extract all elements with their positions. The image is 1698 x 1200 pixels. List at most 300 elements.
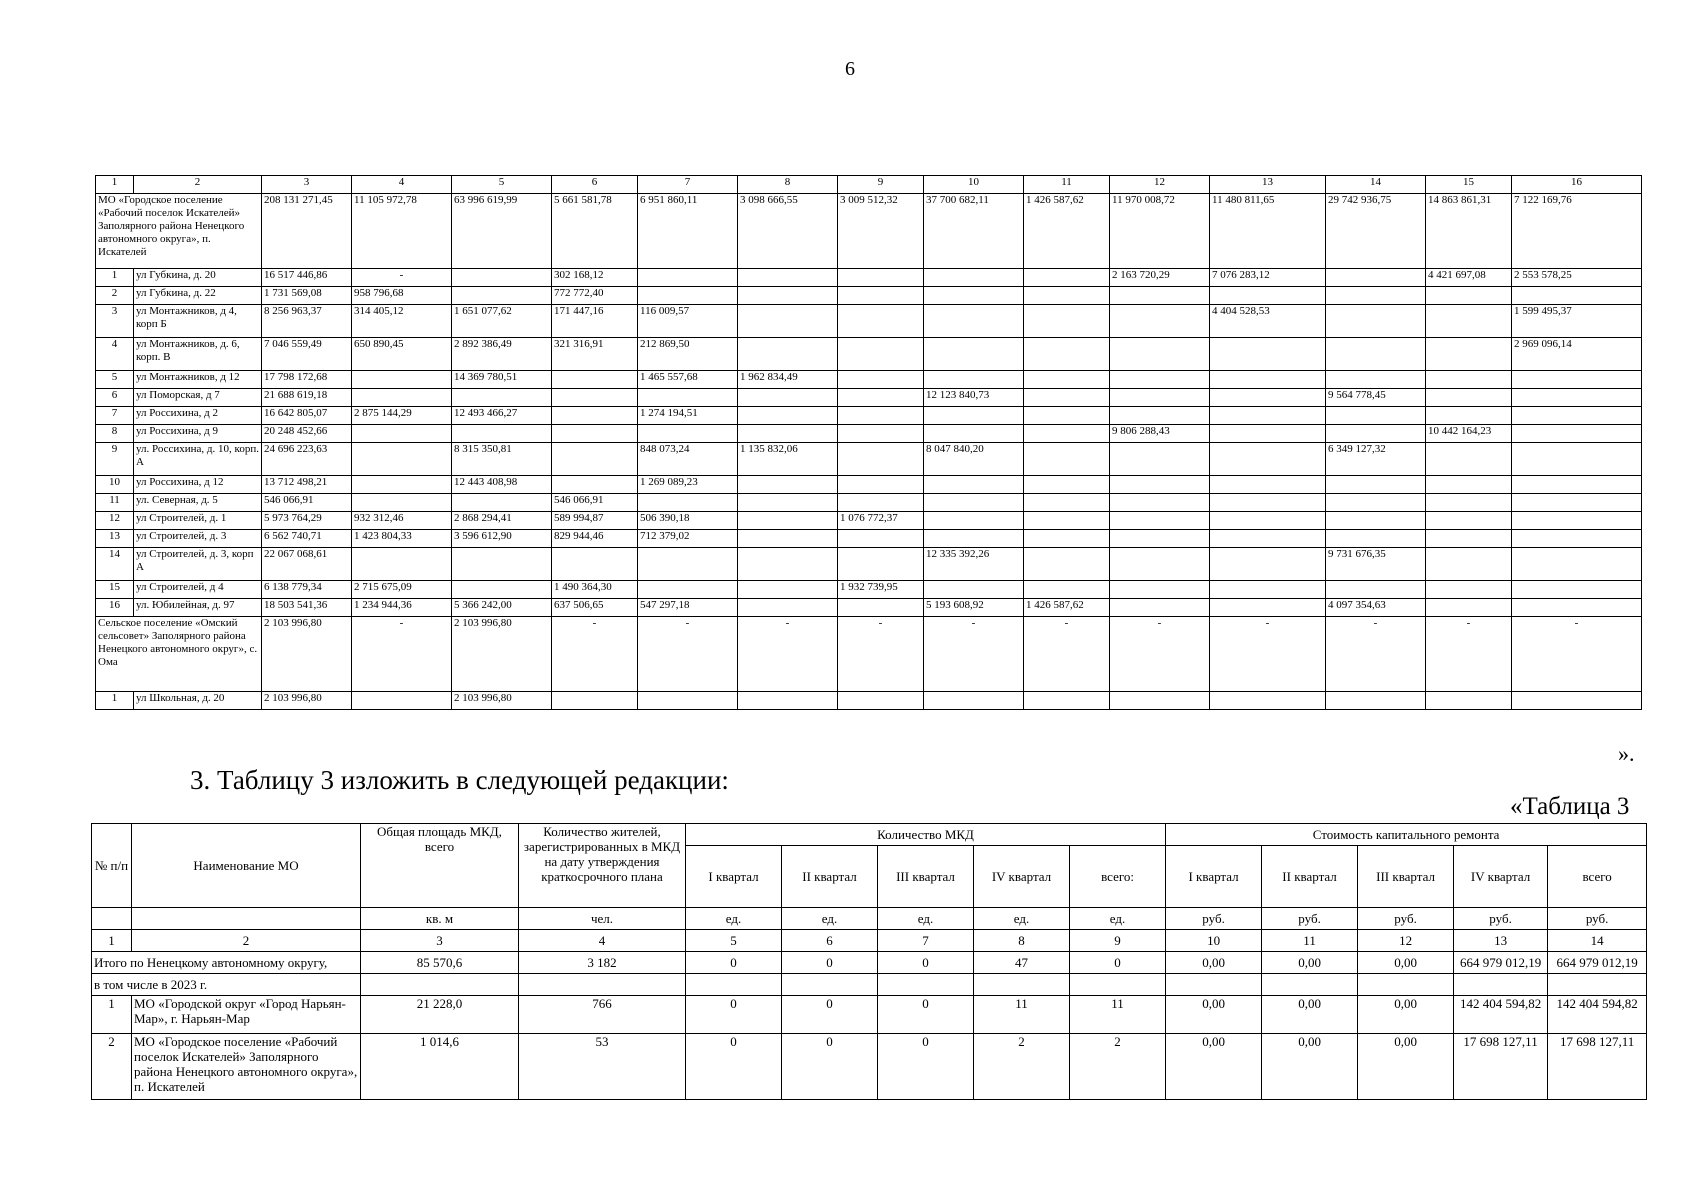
- total-value: 0,00: [1166, 952, 1262, 974]
- unit-ed: ед.: [782, 908, 878, 930]
- row-value: 2: [974, 1034, 1070, 1100]
- row-value: 5 193 608,92: [924, 599, 1024, 617]
- row-value: 9 806 288,43: [1110, 425, 1210, 443]
- row-value: [638, 389, 738, 407]
- row-value: [1512, 512, 1642, 530]
- row-value: 2 892 386,49: [452, 338, 552, 371]
- row-value: 4 097 354,63: [1326, 599, 1426, 617]
- column-number: 7: [878, 930, 974, 952]
- row-value: 1 234 944,36: [352, 599, 452, 617]
- row-value: [1426, 338, 1512, 371]
- row-value: [924, 287, 1024, 305]
- row-value: [838, 548, 924, 581]
- row-address: ул Россихина, д 2: [134, 407, 262, 425]
- row-value: [1024, 692, 1110, 710]
- group-value: -: [638, 617, 738, 692]
- row-value: [1426, 389, 1512, 407]
- row-address: ул. Россихина, д. 10, корп. А: [134, 443, 262, 476]
- year-label: в том числе в 2023 г.: [92, 974, 361, 996]
- row-value: [838, 407, 924, 425]
- row-value: 4 421 697,08: [1426, 269, 1512, 287]
- column-number: 5: [452, 176, 552, 194]
- row-value: [352, 476, 452, 494]
- row-value: 1 135 832,06: [738, 443, 838, 476]
- row-address: ул. Северная, д. 5: [134, 494, 262, 512]
- row-value: [924, 530, 1024, 548]
- row-value: 0,00: [1358, 1034, 1454, 1100]
- row-number: 7: [96, 407, 134, 425]
- row-value: [352, 443, 452, 476]
- table-row: [92, 1034, 1647, 1100]
- group-value: 208 131 271,45: [262, 194, 352, 269]
- row-value: [1210, 287, 1326, 305]
- row-value: 0,00: [1262, 1034, 1358, 1100]
- group-value: 14 863 861,31: [1426, 194, 1512, 269]
- row-value: 18 503 541,36: [262, 599, 352, 617]
- row-value: 7 076 283,12: [1210, 269, 1326, 287]
- group-value: 2 103 996,80: [452, 617, 552, 692]
- row-name: МО «Городской округ «Город Нарьян-Мар», г. Нарьян-Мар: [132, 996, 361, 1034]
- row-value: [1210, 599, 1326, 617]
- row-value: 1 014,6: [361, 1034, 519, 1100]
- column-number: 9: [838, 176, 924, 194]
- row-value: [1512, 287, 1642, 305]
- row-value: [1512, 599, 1642, 617]
- row-value: [1024, 581, 1110, 599]
- row-value: [1326, 305, 1426, 338]
- row-value: [638, 581, 738, 599]
- row-value: [1512, 443, 1642, 476]
- row-value: [838, 425, 924, 443]
- header-num: № п/п: [92, 824, 132, 908]
- row-value: [924, 494, 1024, 512]
- row-number: 11: [96, 494, 134, 512]
- row-value: [924, 581, 1024, 599]
- row-value: [352, 425, 452, 443]
- row-value: [452, 581, 552, 599]
- row-value: 9 731 676,35: [1326, 548, 1426, 581]
- row-value: [1326, 371, 1426, 389]
- group-value: 6 951 860,11: [638, 194, 738, 269]
- table-row: [96, 692, 1642, 710]
- table-row: [92, 996, 1647, 1034]
- row-value: 547 297,18: [638, 599, 738, 617]
- column-number: 8: [974, 930, 1070, 952]
- row-value: 21 228,0: [361, 996, 519, 1034]
- table-3: [91, 823, 1647, 1100]
- row-address: ул Строителей, д. 1: [134, 512, 262, 530]
- row-value: 829 944,46: [552, 530, 638, 548]
- row-value: [1512, 548, 1642, 581]
- row-value: [1326, 530, 1426, 548]
- row-value: 212 869,50: [638, 338, 738, 371]
- row-value: 5 366 242,00: [452, 599, 552, 617]
- header-q2: II квартал: [1262, 846, 1358, 908]
- row-value: [1512, 581, 1642, 599]
- total-value: 0,00: [1358, 952, 1454, 974]
- total-value: 3 182: [519, 952, 686, 974]
- group-value: 5 661 581,78: [552, 194, 638, 269]
- empty-cell: [1070, 974, 1166, 996]
- group-value: 3 009 512,32: [838, 194, 924, 269]
- row-value: 958 796,68: [352, 287, 452, 305]
- row-value: [638, 494, 738, 512]
- column-number: 3: [361, 930, 519, 952]
- group-value: 11 480 811,65: [1210, 194, 1326, 269]
- row-value: [1326, 494, 1426, 512]
- empty-cell: [1166, 974, 1262, 996]
- row-number: 2: [92, 1034, 132, 1100]
- row-value: [1426, 581, 1512, 599]
- row-value: [1110, 512, 1210, 530]
- row-value: [838, 476, 924, 494]
- group-value: -: [1426, 617, 1512, 692]
- row-value: [1024, 407, 1110, 425]
- row-number: 14: [96, 548, 134, 581]
- row-value: 4 404 528,53: [1210, 305, 1326, 338]
- row-value: [1024, 269, 1110, 287]
- row-value: 12 493 466,27: [452, 407, 552, 425]
- empty-cell: [878, 974, 974, 996]
- row-value: [838, 389, 924, 407]
- row-value: [1326, 692, 1426, 710]
- column-number: 7: [638, 176, 738, 194]
- row-number: 3: [96, 305, 134, 338]
- row-address: ул Россихина, д 12: [134, 476, 262, 494]
- row-number: 6: [96, 389, 134, 407]
- group-value: 7 122 169,76: [1512, 194, 1642, 269]
- row-number: 16: [96, 599, 134, 617]
- header-repair-cost: Стоимость капитального ремонта: [1166, 824, 1647, 846]
- row-value: [838, 494, 924, 512]
- row-value: 8 256 963,37: [262, 305, 352, 338]
- group-value: 37 700 682,11: [924, 194, 1024, 269]
- row-value: [1426, 407, 1512, 425]
- group-value: 29 742 936,75: [1326, 194, 1426, 269]
- row-number: 1: [96, 692, 134, 710]
- table-row: [96, 338, 1642, 371]
- column-number: 13: [1454, 930, 1548, 952]
- row-value: 5 973 764,29: [262, 512, 352, 530]
- row-value: 3 596 612,90: [452, 530, 552, 548]
- row-value: [1210, 371, 1326, 389]
- row-value: 10 442 164,23: [1426, 425, 1512, 443]
- row-value: [1426, 692, 1512, 710]
- row-value: [1210, 548, 1326, 581]
- group-value: 63 996 619,99: [452, 194, 552, 269]
- group-value: -: [1110, 617, 1210, 692]
- row-number: 12: [96, 512, 134, 530]
- row-value: [1024, 338, 1110, 371]
- table-row: [96, 443, 1642, 476]
- column-number: 2: [132, 930, 361, 952]
- closing-quote: ».: [1618, 741, 1635, 766]
- group-value: -: [924, 617, 1024, 692]
- header-q1: I квартал: [686, 846, 782, 908]
- row-value: [1110, 692, 1210, 710]
- row-value: [452, 425, 552, 443]
- row-value: [738, 269, 838, 287]
- row-value: [924, 305, 1024, 338]
- unit-rub: руб.: [1262, 908, 1358, 930]
- row-value: 2: [1070, 1034, 1166, 1100]
- row-value: [1512, 425, 1642, 443]
- row-value: 13 712 498,21: [262, 476, 352, 494]
- row-value: [1326, 338, 1426, 371]
- row-value: 12 335 392,26: [924, 548, 1024, 581]
- column-number: 4: [519, 930, 686, 952]
- row-value: [1210, 692, 1326, 710]
- row-value: [552, 407, 638, 425]
- column-number-row: [96, 176, 1642, 194]
- row-value: [1024, 287, 1110, 305]
- row-value: 9 564 778,45: [1326, 389, 1426, 407]
- row-value: 0,00: [1166, 1034, 1262, 1100]
- row-value: 17 698 127,11: [1454, 1034, 1548, 1100]
- row-address: ул Поморская, д 7: [134, 389, 262, 407]
- row-name: МО «Городское поселение «Рабочий поселок Искателей» Заполярного района Ненецкого автономного округа», п. Искателей: [132, 1034, 361, 1100]
- group-value: -: [1210, 617, 1326, 692]
- header-total-mkd: всего:: [1070, 846, 1166, 908]
- row-value: [352, 692, 452, 710]
- row-value: 53: [519, 1034, 686, 1100]
- row-value: [1512, 407, 1642, 425]
- row-value: [924, 692, 1024, 710]
- row-value: [738, 581, 838, 599]
- row-value: [1326, 287, 1426, 305]
- row-value: 2 875 144,29: [352, 407, 452, 425]
- row-value: [924, 338, 1024, 371]
- empty-cell: [1358, 974, 1454, 996]
- column-number: 15: [1426, 176, 1512, 194]
- row-value: 22 067 068,61: [262, 548, 352, 581]
- empty-cell: [686, 974, 782, 996]
- table-row: [96, 476, 1642, 494]
- row-value: 0: [782, 1034, 878, 1100]
- row-number: 5: [96, 371, 134, 389]
- column-number: 12: [1110, 176, 1210, 194]
- row-value: [352, 371, 452, 389]
- row-number: 15: [96, 581, 134, 599]
- table-row: [96, 269, 1642, 287]
- row-value: [452, 548, 552, 581]
- row-value: [838, 443, 924, 476]
- column-number: 9: [1070, 930, 1166, 952]
- row-value: 17 698 127,11: [1548, 1034, 1647, 1100]
- row-value: [1110, 548, 1210, 581]
- group-row: [96, 617, 1642, 692]
- group-value: -: [552, 617, 638, 692]
- row-value: 712 379,02: [638, 530, 738, 548]
- row-value: 506 390,18: [638, 512, 738, 530]
- row-value: [838, 305, 924, 338]
- row-value: [552, 548, 638, 581]
- header-q4: IV квартал: [1454, 846, 1548, 908]
- row-value: [838, 599, 924, 617]
- row-address: ул. Юбилейная, д. 97: [134, 599, 262, 617]
- row-value: 0: [686, 996, 782, 1034]
- row-value: 766: [519, 996, 686, 1034]
- column-number: 14: [1548, 930, 1647, 952]
- row-value: [1326, 512, 1426, 530]
- row-value: 0,00: [1262, 996, 1358, 1034]
- continued-table: [95, 175, 1642, 710]
- row-value: 1 426 587,62: [1024, 599, 1110, 617]
- row-value: [838, 530, 924, 548]
- row-value: 116 009,57: [638, 305, 738, 338]
- row-value: [1110, 338, 1210, 371]
- total-value: 85 570,6: [361, 952, 519, 974]
- row-address: ул Школьная, д. 20: [134, 692, 262, 710]
- row-value: 0: [782, 996, 878, 1034]
- group-name: МО «Городское поселение «Рабочий поселок Искателей» Заполярного района Ненецкого автономного округа», п. Искателей: [96, 194, 262, 269]
- row-value: [1210, 338, 1326, 371]
- row-address: ул Строителей, д. 3: [134, 530, 262, 548]
- row-value: [1024, 548, 1110, 581]
- row-value: 16 517 446,86: [262, 269, 352, 287]
- row-value: [638, 692, 738, 710]
- row-value: [738, 494, 838, 512]
- row-value: 142 404 594,82: [1454, 996, 1548, 1034]
- row-value: [1512, 692, 1642, 710]
- column-number: 1: [92, 930, 132, 952]
- table-row: [96, 305, 1642, 338]
- row-value: 546 066,91: [552, 494, 638, 512]
- column-number: 1: [96, 176, 134, 194]
- row-value: [1426, 305, 1512, 338]
- row-value: 1 423 804,33: [352, 530, 452, 548]
- row-address: ул Губкина, д. 20: [134, 269, 262, 287]
- total-label: Итого по Ненецкому автономному округу,: [92, 952, 361, 974]
- header-name: Наименование МО: [132, 824, 361, 908]
- row-value: 142 404 594,82: [1548, 996, 1647, 1034]
- row-value: [552, 476, 638, 494]
- row-value: [1110, 389, 1210, 407]
- row-value: 0: [686, 1034, 782, 1100]
- row-value: [738, 389, 838, 407]
- row-value: [738, 512, 838, 530]
- row-value: [1110, 494, 1210, 512]
- year-row: [92, 974, 1647, 996]
- row-value: 650 890,45: [352, 338, 452, 371]
- row-value: [924, 512, 1024, 530]
- row-value: [838, 692, 924, 710]
- row-value: 932 312,46: [352, 512, 452, 530]
- row-value: 16 642 805,07: [262, 407, 352, 425]
- header-q2: II квартал: [782, 846, 878, 908]
- unit-ed: ед.: [1070, 908, 1166, 930]
- row-value: 24 696 223,63: [262, 443, 352, 476]
- row-value: -: [352, 269, 452, 287]
- row-number: 9: [96, 443, 134, 476]
- empty-cell: [974, 974, 1070, 996]
- row-value: [552, 425, 638, 443]
- row-value: [1024, 476, 1110, 494]
- table-row: [96, 530, 1642, 548]
- column-number: 16: [1512, 176, 1642, 194]
- group-value: 11 970 008,72: [1110, 194, 1210, 269]
- column-number: 5: [686, 930, 782, 952]
- row-value: [1426, 599, 1512, 617]
- unit-ed: ед.: [686, 908, 782, 930]
- row-value: [638, 269, 738, 287]
- row-value: 20 248 452,66: [262, 425, 352, 443]
- row-value: 11: [1070, 996, 1166, 1034]
- row-value: [1110, 476, 1210, 494]
- row-value: [1426, 512, 1512, 530]
- row-value: [1210, 476, 1326, 494]
- row-value: 21 688 619,18: [262, 389, 352, 407]
- row-value: 2 163 720,29: [1110, 269, 1210, 287]
- header-q3: III квартал: [878, 846, 974, 908]
- row-value: 2 868 294,41: [452, 512, 552, 530]
- table-row: [96, 512, 1642, 530]
- row-address: ул Монтажников, д 4, корп Б: [134, 305, 262, 338]
- row-value: [552, 371, 638, 389]
- unit-area: кв. м: [361, 908, 519, 930]
- row-value: 171 447,16: [552, 305, 638, 338]
- row-value: 589 994,87: [552, 512, 638, 530]
- row-value: [924, 407, 1024, 425]
- header-area: Общая площадь МКД, всего: [361, 824, 519, 908]
- row-value: [638, 548, 738, 581]
- column-number: 10: [924, 176, 1024, 194]
- row-number: 8: [96, 425, 134, 443]
- row-number: 1: [96, 269, 134, 287]
- row-value: [738, 338, 838, 371]
- header-q3: III квартал: [1358, 846, 1454, 908]
- empty-cell: [1262, 974, 1358, 996]
- empty-cell: [1548, 974, 1647, 996]
- table-row: [96, 548, 1642, 581]
- row-value: [1210, 494, 1326, 512]
- row-number: 4: [96, 338, 134, 371]
- row-number: 10: [96, 476, 134, 494]
- row-value: [638, 425, 738, 443]
- row-value: [1024, 530, 1110, 548]
- row-value: [352, 389, 452, 407]
- row-value: 772 772,40: [552, 287, 638, 305]
- row-value: 1 076 772,37: [838, 512, 924, 530]
- row-value: 0: [878, 996, 974, 1034]
- group-value: -: [1024, 617, 1110, 692]
- row-value: [838, 338, 924, 371]
- row-value: 0,00: [1166, 996, 1262, 1034]
- unit-ed: ед.: [974, 908, 1070, 930]
- header-q1: I квартал: [1166, 846, 1262, 908]
- unit-rub: руб.: [1358, 908, 1454, 930]
- row-value: 2 969 096,14: [1512, 338, 1642, 371]
- row-address: ул Строителей, д. 3, корп А: [134, 548, 262, 581]
- row-value: 6 562 740,71: [262, 530, 352, 548]
- total-value: 47: [974, 952, 1070, 974]
- empty-cell: [782, 974, 878, 996]
- row-value: [1210, 530, 1326, 548]
- row-value: [924, 476, 1024, 494]
- row-value: [1326, 581, 1426, 599]
- column-number: 13: [1210, 176, 1326, 194]
- header-q4: IV квартал: [974, 846, 1070, 908]
- row-value: [1110, 599, 1210, 617]
- row-value: [1512, 389, 1642, 407]
- row-value: [838, 371, 924, 389]
- header-residents: Количество жителей, зарегистрированных в МКД на дату утверждения краткосрочного плана: [519, 824, 686, 908]
- row-number: 2: [96, 287, 134, 305]
- total-value: 0,00: [1262, 952, 1358, 974]
- row-value: [1326, 269, 1426, 287]
- row-value: [1512, 371, 1642, 389]
- row-value: [1024, 425, 1110, 443]
